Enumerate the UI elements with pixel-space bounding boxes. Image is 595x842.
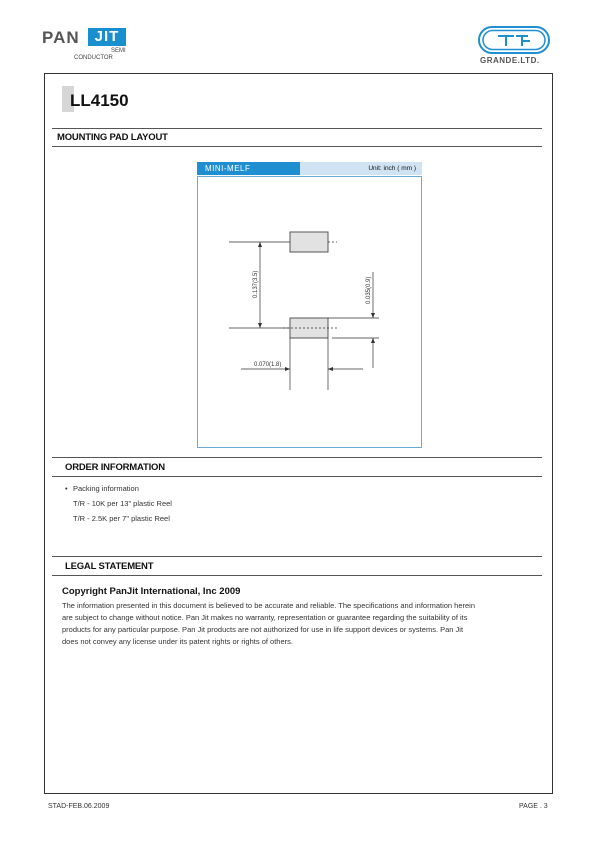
section-rule bbox=[52, 575, 542, 576]
copyright-heading: Copyright PanJit International, Inc 2009 bbox=[62, 586, 241, 597]
packing-line-1: T/R - 10K per 13" plastic Reel bbox=[73, 499, 172, 508]
package-tab: MINI-MELF bbox=[197, 162, 300, 175]
packing-line-2: T/R - 2.5K per 7" plastic Reel bbox=[73, 514, 170, 523]
section-rule bbox=[52, 556, 542, 557]
dim-pad-height-label: 0.035(0.9) bbox=[366, 276, 372, 304]
legal-line-2: are subject to change without notice. Pan Jit makes no warranty, representation or guarantee regarding the suitability of its bbox=[62, 613, 468, 622]
section-rule bbox=[52, 128, 542, 129]
unit-label: Unit: inch ( mm ) bbox=[300, 162, 422, 175]
brand-conductor-text: CONDUCTOR bbox=[74, 55, 113, 61]
order-heading: ORDER INFORMATION bbox=[65, 462, 165, 473]
footer-doc-id: STAD-FEB.06.2009 bbox=[48, 803, 110, 810]
pad-layout-diagram bbox=[197, 176, 422, 448]
legal-line-1: The information presented in this document is believed to be accurate and reliable. The specifications and information herein bbox=[62, 601, 476, 610]
page-title: LL4150 bbox=[70, 91, 129, 110]
top-pad bbox=[290, 232, 328, 252]
brand-jit-text: JIT bbox=[88, 28, 126, 46]
legal-text bbox=[62, 600, 522, 648]
section-rule bbox=[52, 457, 542, 458]
section-rule bbox=[52, 146, 542, 147]
legal-line-4: does not convey any license under its patent rights or rights of others. bbox=[62, 637, 293, 646]
dim-width-label: 0.070(1.8) bbox=[254, 362, 282, 368]
legal-line-3: products for any particular purpose. Pan Jit products are not authorized for use in life support devices or systems. Pan Jit bbox=[62, 625, 464, 634]
mounting-heading: MOUNTING PAD LAYOUT bbox=[57, 132, 168, 143]
partner-name: GRANDE.LTD. bbox=[480, 56, 540, 65]
legal-heading: LEGAL STATEMENT bbox=[65, 561, 154, 572]
brand-semi-text: SEMI bbox=[111, 48, 126, 54]
grande-logo-icon bbox=[478, 26, 550, 54]
section-rule bbox=[52, 476, 542, 477]
brand-pan-text: PAN bbox=[42, 28, 80, 47]
order-bullet: • bbox=[65, 484, 68, 493]
dim-height-label: 0.137(3.5) bbox=[253, 270, 259, 298]
packing-info-label: Packing information bbox=[73, 484, 139, 493]
footer-page-number: PAGE . 3 bbox=[519, 803, 548, 810]
